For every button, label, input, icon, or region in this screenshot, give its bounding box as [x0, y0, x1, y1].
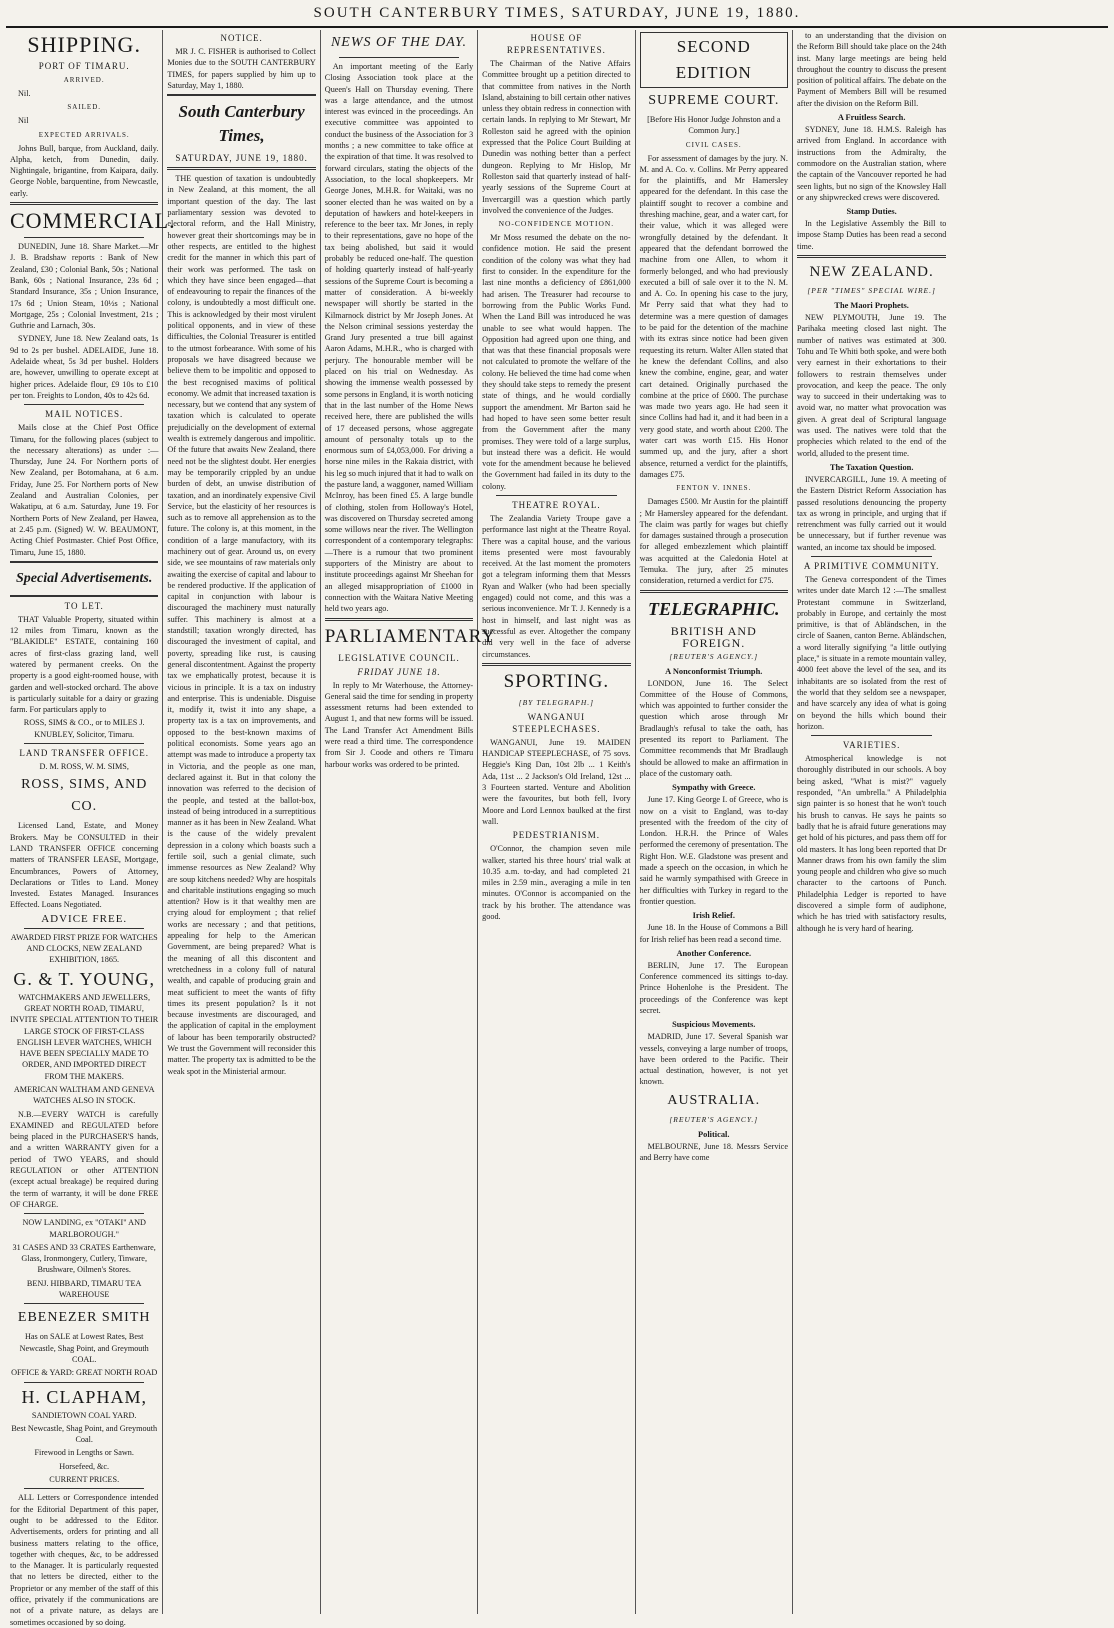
land-heading: LAND TRANSFER OFFICE.: [19, 748, 149, 759]
column-1: [6, 30, 176, 1627]
ross-names: D. M. ROSS, W. M. SIMS,: [39, 762, 129, 772]
noconfidence-text: Mr Moss resumed the debate on the no-confidence motion. He said the present condition of the colony was what they had first to consider. In the expenditure for the last nine months a deficiency of £861,000 had arisen. The Treasurer had recourse to borrowing from the Public Works Fund. When the Land Bill was introduced he was unable to see what would happen. The Opposition had agreed upon one thing, and that was that these financial proposals were not calculated to promote the welfare of the colony. He believed the time had come when they should take steps to remedy the present state of things, and he would cordially support the amendment. Mr Barton said he had hoped to have seen some better result from the Government after the many promises. They were told of a large surplus, but instead there was a deficit. He would vote for the amendment because he believed the Government had failed in its duty to the colony.: [482, 233, 631, 491]
american-text: AMERICAN WALTHAM AND GENEVA WATCHES ALSO IN STOCK.: [13, 1085, 155, 1106]
nonconformist-text: LONDON, June 16. The Select Committee of the House of Commons, which was appointed to further consider the question which arose through Mr Bradlaugh's refusal to take the oath, has presented its report to Parliament. The Committee recommends that Mr Bradlaugh should be allowed to make an affirmation in place of the customary oath.: [639, 678, 788, 778]
divider: [24, 928, 144, 929]
divider: [24, 1213, 144, 1214]
primitive-heading: A PRIMITIVE COMMUNITY.: [803, 560, 940, 571]
masthead-rule: [6, 26, 1108, 28]
fenton-heading: FENTON V. INNES.: [676, 484, 752, 493]
ross-heading: ROSS, SIMS, AND CO.: [21, 777, 148, 815]
smith-office: OFFICE & YARD: GREAT NORTH ROAD: [11, 1368, 158, 1378]
divider: [24, 1382, 144, 1383]
otaki-heading: NOW LANDING, ex "OTAKI" AND MARLBOROUGH.": [22, 1218, 146, 1239]
search-text: SYDNEY, June 18. H.M.S. Raleigh has arrived from England. In accordance with instructions from the Admiralty, the commodore on the Australian station, where the captain of the Vancouver reported he had seen lights, but no sign of the Knowsley Hall or any shipwrecked crews were discovered.: [796, 125, 947, 202]
award-text: AWARDED FIRST PRIZE FOR WATCHES AND CLOCKS, NEW ZEALAND EXHIBITION, 1865.: [10, 932, 158, 965]
fenton-text: Damages £500. Mr Austin for the plaintiff ; Mr Hamersley appeared for the defendant. The claim was partly for wages but chiefly for damages sustained through a prosecution for alleged embezzlement which plaintiff was acquitted at the Caledonia Hotel at Temuka. The jury, after 25 minutes consideration, returned a verdict for £75.: [639, 497, 788, 586]
telegraphic-heading: TELEGRAPHIC.: [647, 598, 780, 619]
commercial-heading: COMMERCIAL.: [10, 208, 176, 234]
commercial-text-2: SYDNEY, June 18. New Zealand oats, 1s 9d to 2s per bushel. ADELAIDE, June 18. Adelaide wheat, 5s 3d per bushel. Holders are, however, unwilling to operate except at higher prices. Adelaide flour, £9 10s to £10 per ton. Freights to London, 40s to 42s 6d.: [10, 334, 159, 400]
divider: [24, 1303, 144, 1304]
divider: [10, 561, 158, 563]
conference-text: BERLIN, June 17. The European Conference commenced its sittings to-day. Prince Hohenlohe is the President. The proceedings of the Conference was kept secret.: [639, 960, 788, 1015]
house-text: The Chairman of the Native Affairs Committee brought up a petition directed to that committee from natives in the North Island, abstaining to bill certain other natives unless they obtain redress in connection with certain lands. In replying to Mr Stewart, Mr Rolleston said he agreed with the opinion expressed that the Police Court Building at Dunedin was nothing better than a perfect dungeon. Replying to Mr Hislop, Mr Rolleston said that quarterly instead of half-yearly sessions of the Supreme Court at Invercargill was a question which partly involved the convenience of the Judges.: [482, 59, 631, 215]
port-heading: PORT OF TIMARU.: [38, 61, 130, 71]
divider: [482, 663, 630, 666]
ross-text: Licensed Land, Estate, and Money Brokers. May be CONSULTED in their LAND TRANSFER OFFICE concerning matters of TRANSFER LEASE, Mortgage, Encumbrances, Powers of Attorney, Declarations or Titles to Land. Money Invested. Estates Managed. Insurances Effected. Loans Negotiated.: [10, 821, 159, 910]
letters-text: ALL Letters or Correspondence intended for the Editorial Department of this paper, ought to be addressed to the Editor. Advertisements, orders for printing and all business matters relating to the office, together with cheques, &c, to be addressed to the Manager. It is particularly requested that no letters be directed, either to the Proprietor or any member of the staff of this office, privately if the communications are not of a private nature, as delays are sometimes occasioned by so doing.: [10, 1493, 159, 1627]
pedestrianism-heading: PEDESTRIANISM.: [512, 830, 600, 841]
divider: [167, 94, 315, 96]
nb-text: N.B.—EVERY WATCH is carefully EXAMINED and REGULATED before being placed in the PURCHASER'S hands, and a written WARRANTY given for a period of TWO YEARS, and should REGULATION or other ATTENTION (except actual breakage) be required during the term of warranty, it will be done FREE OF CHARGE.: [10, 1109, 159, 1209]
columns: [6, 30, 1108, 1627]
stamp-text: In the Legislative Assembly the Bill to impose Stamp Duties has been read a second time.: [796, 219, 947, 251]
varieties-text: Atmospherical knowledge is not thoroughly distributed in our schools. A boy being asked, "What is mist?" vaguely responded, "An umbrella." A Philadelphia sign painter is so honest that he won't touch his brush to canvas. He says he paints so badly that he is afraid future generations may get hold of his pictures, and pass them off for old masters. It has long been reported that Dr Manner draws from his own family the slim young people and children who give so much character to the cartoons of Punch. Philadelphia Ledger is reported to have discovered a simple form of audiphone, which he has tried with satisfactory results, although he is very hard of hearing.: [796, 754, 947, 933]
sporting-heading: SPORTING.: [503, 670, 610, 692]
prices-text: CURRENT PRICES.: [49, 1475, 120, 1485]
news-heading: NEWS OF THE DAY.: [330, 35, 467, 50]
hibbard-text: BENJ. HIBBARD, TIMARU TEA WAREHOUSE: [26, 1278, 142, 1300]
irish-text: June 18. In the House of Commons a Bill for Irish relief has been read a second time.: [639, 923, 788, 944]
before-text: [Before His Honor Judge Johnston and a Common Jury.]: [647, 115, 781, 136]
australia-heading: AUSTRALIA.: [667, 1092, 761, 1108]
tolet-heading: TO LET.: [64, 600, 104, 611]
divider: [24, 404, 144, 405]
mail-heading: MAIL NOTICES.: [45, 409, 124, 420]
divider: [640, 590, 788, 593]
tolet-text: THAT Valuable Property, situated within 12 miles from Timaru, known as the "BLAKIDLE" ESTATE, containing 160 acres of first-class grazing land, well watered by permanent creeks. On the property is a good eight-roomed house, with garden and well-stocked orchard. The above is particularly suitable for a dairy or grazing farm. For particulars apply to: [10, 614, 159, 715]
divider: [325, 618, 473, 621]
second-edition-heading: SECOND EDITION: [640, 32, 788, 88]
friday-heading: FRIDAY JUNE 18.: [357, 666, 441, 677]
telegraph-tag: [BY TELEGRAPH.]: [518, 697, 595, 707]
divider: [797, 255, 946, 258]
divider: [10, 595, 158, 597]
notice-text: MR J. C. FISHER is authorised to Collect Monies due to the SOUTH CANTERBURY TIMES, for papers supplied by him up to Saturday, May 1, 1880.: [167, 47, 316, 90]
expected-heading: EXPECTED ARRIVALS.: [38, 130, 130, 139]
clapham-sub: SANDIETOWN COAL YARD.: [31, 1410, 137, 1420]
special-heading: Special Advertisements.: [16, 570, 153, 586]
taxation-text: INVERCARGILL, June 19. A meeting of the Eastern District Reform Association has passed resolutions denouncing the property tax as wrong in principle, and urging that if retrenchment was fully carried out it would be unnecessary, but if further revenue was wanted, an income tax should be imposed.: [796, 474, 947, 552]
search-heading: A Fruitless Search.: [837, 113, 906, 123]
wanganui-text: WANGANUI, June 19. MAIDEN HANDICAP STEEPLECHASE, of 75 sovs. Heggie's King Dan, 10st 2lb ... 1 Keith's Ada, 11st ... 2 Jackson's Old Ireland, 12st ... 3 Fourteen started. Venture and Abolition were the favourites, but both fell, Ivory Moore and Lord Lennox baulked at the first wall.: [482, 737, 631, 826]
special-wire-tag: [PER "TIMES" SPECIAL WIRE.]: [807, 286, 936, 296]
notice-heading: NOTICE.: [220, 33, 263, 43]
reuter-tag: [REUTER'S AGENCY.]: [669, 651, 759, 661]
divider: [24, 743, 144, 744]
house-heading: HOUSE OF REPRESENTATIVES.: [506, 33, 606, 55]
divider: [167, 167, 315, 170]
divider: [339, 57, 459, 58]
maori-text: NEW PLYMOUTH, June 19. The Parihaka meeting closed last night. The number of natives was estimated at 300. Tohu and Te Whiti both spoke, and were both very earnest in their exhortations to their followers to restrain themselves under provocation, and keep the peace. The only way to succeed in their undertaking was to avoid war, no matter what provocation was given. A great deal of Scriptural language was used. The natives were told that the prophecies which related to the end of the world, alluded to the present time.: [796, 313, 947, 458]
arrived-nil: Nil.: [18, 89, 31, 98]
divider: [24, 237, 144, 238]
political-heading: Political.: [698, 1129, 730, 1139]
column-4: [478, 30, 635, 1614]
nonconformist-heading: A Nonconformist Triumph.: [665, 666, 763, 676]
shipping-heading: SHIPPING.: [27, 32, 141, 57]
pedestrianism-text: O'Connor, the champion seven mile walker, started his three hours' trial walk at 10.35 a.m. to-day, and had completed 21 miles in 2.59 min., averaging a mile in ten minutes. O'Connor is accompanied on the track by his brother. The attendance was good.: [482, 844, 631, 921]
young-text: WATCHMAKERS AND JEWELLERS, GREAT NORTH ROAD, TIMARU, INVITE SPECIAL ATTENTION TO THEIR LARGE STOCK OF FIRST-CLASS ENGLISH LEVER WATCHES, WHICH HAVE BEEN SPECIALLY MADE TO ORDER, AND IMPORTED DIRECT FROM THE MAKERS.: [10, 992, 159, 1081]
political-continued-text: to an understanding that the division on the Reform Bill should take place on the 24th inst. Many large meetings are being held throughout the country to discuss the present position of political affairs. The debate on the Payment of Members Bill will be resumed after the division on the Reform Bill.: [796, 31, 947, 108]
horsefeed-text: Horsefeed, &c.: [59, 1461, 110, 1471]
political-text: MELBOURNE, June 18. Messrs Service and Berry have come: [639, 1141, 788, 1163]
divider: [24, 1488, 144, 1489]
wanganui-heading: WANGANUI STEEPLECHASES.: [512, 711, 601, 734]
news-text: An important meeting of the Early Closing Association took place at the Queen's Hall on Thursday evening. There was a large attendance, and the utmost interest was evinced in the proceedings. An executive committee was appointed to conduct the business of the Association for 3 months ; a new committee to take office at the expiration of that time. It was resolved to forward circulars, stating the objects of the Association, to the local shopkeepers. Mr George Jones, M.H.R. for Waitaki, was no sooner elected than he was waited on by a deputation of hawkers and hotel-keepers in reference to the beer tax. Mr Jones, in reply to their representations, gave no hope of the tax being abolished, but said it would probably be reduced one-half. The question of holding quarterly instead of half-yearly sessions of the Supreme Court is becoming a matter of consideration. A bi-weekly newspaper will shortly be started in the Kilmarnock district by Mr Joseph Jones. At the Nelson criminal sessions yesterday the Grand Jury presented a true bill against Aaron Adams, M.H.R., who is charged with perjury. The honourable member will be placed on his trial on Wednesday. As showing the immense wealth possessed by some persons in England, it is worth noticing that in the last number of the Home News received here, there are published the wills of 17 deceased persons, whose aggregate amount of personalty totals up to the enormous sum of £4,053,000. For driving a horse nine miles in the Rakaia district, with his leg so much injured that it had to walk on the pasture land, a waggoner, named William McInroy, has been fined £5. A large bundle of clothing, stolen from Holloway's Hotel, was discovered on Thursday secreted among some willows near the river. The Wellington correspondent of a contemporary telegraphs:—There is a rumour that two prominent supporters of the Ministry are about to institute proceedings against Mr Sheehan for an alleged misappropriation of £1000 in connection with the Waitara Native Meeting held two years ago.: [324, 62, 474, 614]
divider: [496, 495, 616, 496]
irish-heading: Irish Relief.: [692, 911, 735, 921]
column-5: [636, 30, 793, 1614]
clapham-heading: H. CLAPHAM,: [21, 1386, 147, 1407]
tolet-sign: ROSS, SIMS & CO., or to MILES J. KNUBLEY, Solicitor, Timaru.: [23, 718, 145, 739]
divider: [811, 556, 932, 557]
otaki-text: 31 CASES AND 33 CRATES Earthenware, Glass, Ironmongery, Cutlery, Tinware, Brushware, Oilmen's Stores.: [12, 1242, 156, 1275]
british-heading: BRITISH AND FOREIGN.: [670, 623, 757, 650]
clapham-text: Best Newcastle, Shag Point, and Greymouth Coal.: [11, 1423, 158, 1445]
divider: [811, 735, 932, 736]
theatre-text: The Zealandia Variety Troupe gave a performance last night at the Theatre Royal. There was a capital house, and the various items presented were most favourably received. At the last moment the promoters got a telegram informing them that Messrs Ryan and Walker (who had been specially engaged) could not come, and this was a serious inconvenience. Mr T. J. Kennedy is a host in himself, and last night was as successful as ever. Altogether the company did very well in the face of adverse circumstances.: [482, 513, 631, 659]
parliamentary-heading: PARLIAMENTARY: [324, 625, 497, 647]
masthead: SOUTH CANTERBURY TIMES, SATURDAY, JUNE 19, 1880.: [313, 5, 801, 21]
column-3: [321, 30, 497, 1614]
theatre-heading: THEATRE ROYAL.: [512, 499, 601, 510]
arrived-heading: ARRIVED.: [63, 76, 105, 84]
greece-text: June 17. King George I. of Greece, who is now on a visit to England, was to-day presented with the freedom of the city of London. H.R.H. the Prince of Wales performed the ceremony of presentation. The Right Hon. W.E. Gladstone was present and made a speech on the occasion, in which he said he warmly sympathised with Greece in her difficulties with Turkey in regard to the frontier question.: [639, 795, 788, 906]
commercial-text: DUNEDIN, June 18. Share Market.—Mr J. B. Bradshaw reports : Bank of New Zealand, £30 ; Colonial Bank, 50s ; National Bank, 60s ; National Insurance, 23s 6d ; Standard Insurance, 35s ; Union Insurance, 17s 6d ; Union Steam, 10½s ; National Mortgage, 25s ; Colonial Investment, 21s ; Guthrie and Larnach, 30s.: [10, 242, 159, 331]
parliament-text: In reply to Mr Waterhouse, the Attorney-General said the time for sending in property assessment returns had been extended to August 1, and that new forms will be issued. The Land Transfer Act Amendment Bills were read a third time. The correspondence from Sir J. Coode and others re Timaru harbour works was ordered to be printed.: [324, 680, 474, 769]
nz-heading: NEW ZEALAND.: [809, 264, 934, 281]
noconfidence-heading: NO-CONFIDENCE MOTION.: [498, 219, 615, 229]
primitive-text: The Geneva correspondent of the Times writes under date March 12 :—The smallest Protestant commune in Switzerland, probably in Europe, and certainly the most primitive, is that of Abländschen, in the circle of Saanen, canton Berne. Abländschen, a word literally signifying "a little outlying place," is situate in a remote mountain valley, 4000 feet above the level of the sea, and its inhabitants are so isolated from the rest of the world that they seldom see a newspaper, and have scarcely any idea of what is going on beyond the hills which bound their horizon.: [796, 574, 947, 731]
paper-title: South Canterbury Times,: [178, 102, 305, 146]
court-text: For assessment of damages by the jury. N. M. and A. Co. v. Collins. Mr Perry appeared for the plaintiffs, and Mr Hamersley appeared for the defendant. In this case the plaintiff sought to recover a combine and threshing machine, gear, and a water cart, for their value, which it was alleged were wrongfully detained by the defendant. It appeared that the defendant borrowed the machine from one Allen, to whom it formerly belonged, and who had previously executed a bill of sale over it to the N. M. and A. Co. In opening his case to the jury, Mr Perry said that what they had to determine was a mere question of damages to be paid for the detention of the machine with its extras since notice had been given requesting its return. Walter Allen stated that he knew the defendant Collins, and also knew the combine, engine, gear, and water cart detained. Originally purchased the combine at the price of £600. The purchase was made two years ago. He had seen it since Collins had had it, and it had been in a very good state, and worth about £200. The water cart was worth £15. His Honor summed up, and the jury, after a short absence, returned a verdict for the plaintiffs, damages £75.: [639, 153, 788, 479]
greece-heading: Sympathy with Greece.: [672, 783, 756, 793]
smith-text: Has on SALE at Lowest Rates, Best Newcastle, Shag Point, and Greymouth COAL.: [19, 1332, 149, 1364]
stamp-heading: Stamp Duties.: [846, 207, 897, 217]
advice-heading: ADVICE FREE.: [41, 912, 128, 925]
taxation-heading: The Taxation Question.: [829, 462, 914, 472]
legislative-heading: LEGISLATIVE COUNCIL.: [338, 652, 460, 663]
smith-heading: EBENEZER SMITH: [17, 1310, 151, 1326]
column-2: [163, 30, 320, 1614]
sailed-nil: Nil: [18, 116, 29, 126]
reuter-tag-2: [REUTER'S AGENCY.]: [669, 1114, 759, 1124]
suspicious-text: MADRID, June 17. Several Spanish war vessels, conveying a large number of troops, have been ordered to the Pacific. Their actual destination, however, is not yet known.: [639, 1032, 788, 1087]
divider: [10, 202, 158, 205]
varieties-heading: VARIETIES.: [842, 740, 901, 751]
column-6: [793, 30, 950, 1614]
firewood-text: Firewood in Lengths or Sawn.: [34, 1448, 134, 1458]
expected-text: Johns Bull, barque, from Auckland, daily. Alpha, ketch, from Dunedin, daily. Nightingale, brigantine, from Kaipara, daily. George Noble, barquentine, from Newcastle, early.: [10, 143, 159, 198]
supreme-court-heading: SUPREME COURT.: [648, 93, 780, 108]
suspicious-heading: Suspicious Movements.: [672, 1020, 756, 1030]
sailed-heading: SAILED.: [67, 103, 102, 112]
civil-heading: CIVIL CASES.: [685, 140, 742, 149]
maori-heading: The Maori Prophets.: [834, 301, 909, 311]
mail-text: Mails close at the Chief Post Office Timaru, for the following places (subject to the necessary alterations) as under :— Thursday, June 24. For Northern ports of New Zealand, per Botomahana, at 6 a.m. Friday, June 25. For Northern ports of New Zealand and Australian Colonies, per Wakatipu, at 6 a.m. Saturday, June 19. For Northern Ports of New Zealand, per Hawea, at 2.45 p.m. (Signed) W. W. BEAUMONT, Acting Chief Postmaster. Chief Post Office, Timaru, June 15, 1880.: [10, 423, 159, 557]
young-heading: G. & T. YOUNG,: [13, 968, 156, 989]
paper-date: SATURDAY, JUNE 19, 1880.: [175, 153, 308, 164]
conference-heading: Another Conference.: [676, 948, 752, 958]
leader-text: THE question of taxation is undoubtedly in New Zealand, at this moment, the all important question of the day. The last parliamentary session was devoted to electoral reform, and the Hall Ministry, however great their shortcomings may be in other respects, are entitled to the highest credit for the manner in which this part of their work was performed. The task on which they have since been engaged—that of endeavouring to repair the finances of the colony, is undoubtedly a most difficult one. This is acknowledged by their most virulent political opponents, and in view of these difficulties, the Colonial Treasurer is entitled to the utmost forbearance. With some of his proposals we have disagreed because we believe them to be impolitic and opposed to the best recognised maxims of political economy. We admit that increased taxation is necessary, but we contend that any system of taxation which is calculated to operate prejudicially on the development of external wealth is extremely dangerous and impolitic. Of the future that awaits New Zealand, there need not be the slightest doubt. Her energies may be temporarily crippled by an undue burden of debt, an unwise distribution of taxation, and an inordinately expensive Civil Service, but the elasticity of her resources is such as to remove all apprehension as to the future. The colony is, at this moment, in the condition of a large manufactory, with its machinery out of gear. Around us, on every side, we see mountains of raw materials only awaiting the exercise of capital and labour to be rendered productive. If the application of capital in conjunction with labour is discouraged the machinery must naturally suffer. This machinery is almost at a standstill; taxation wrongly directed, has discouraged the investment of capital, and poverty, spreading like rust, is causing general discontentment. Against the property tax we emphatically protest, because it is vicious in principle. It is a tax on industry and enterprise. This is undeniable. Disguise it, modify it, twist it into any shape, a property tax is a tax on improvements, and opposed to the best-known maxims of political economists. Some years ago an attempt was made to introduce a property tax in Victoria, and the people as one man, declared against it. But in that colony the innovation was referred to the decision of the people, and tested at the ballot-box, instead of being introduced in a surreptitious manner as it has been in New Zealand. What is the cause of the widely prevalent depression in a colony which boasts such a fertile soil, such a genial climate, such immense resources as New Zealand? Why are soup kitchens needed? Why are hospitals and charitable institutions engaging so much attention? How is it that wealthy men are crying aloud for employment ; that relief works are necessary ; and that petitions, appealing for help to the American Government, are being prepared? What is the meaning of all this discontent and wretchedness in a colony full of natural wealth, and capable of producing grain and meat sufficient to meet the wants of fifty times its present population? Is it not because investments are discouraged, and the application of capital in the employment of labour has been temporarily obstructed? We trust the Government will reconsider this matter. The property tax is admitted to be the weak spot in the Ministerial armour.: [167, 174, 316, 1076]
